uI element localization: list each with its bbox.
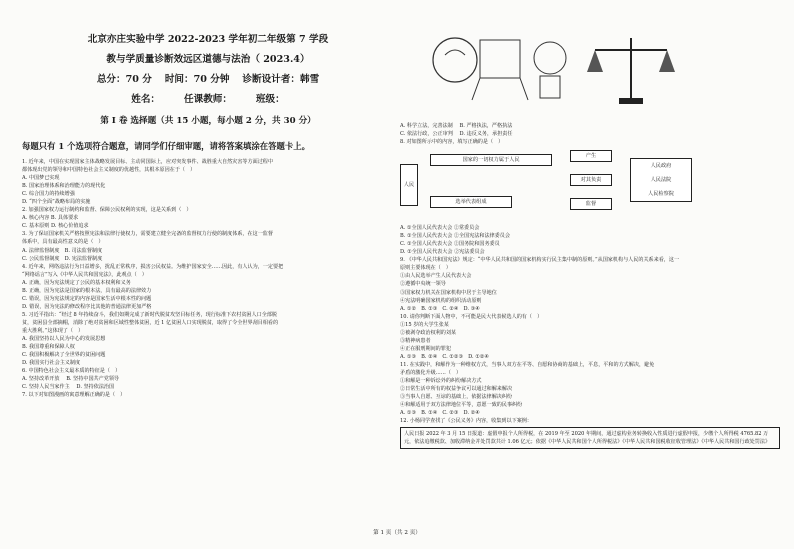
right_lines-line: ③国家权力机关在国家机构中居于主导地位 bbox=[400, 289, 497, 296]
right-column bbox=[400, 30, 780, 449]
right_lines-line: 原则主要体现在（ ） bbox=[400, 265, 451, 272]
right_lines-line: 矛盾的激化升级……（ ） bbox=[400, 369, 462, 376]
left_lines-line: 体系中，具有最高性意义的是（ ） bbox=[22, 239, 104, 246]
elect-box: 选举代表组成 bbox=[430, 196, 512, 208]
left-column bbox=[22, 30, 394, 399]
right_lines-line: ①15 岁的大学生张某 bbox=[400, 321, 449, 328]
right-questions bbox=[400, 224, 780, 425]
header-line-2: 教与学质量诊断效远区道德与法治（ 2023.4） bbox=[106, 54, 310, 65]
left_lines-line: C. 我国积极解决了全世界的贫困问题 bbox=[22, 352, 106, 359]
power-diagram bbox=[400, 150, 780, 218]
left_lines-line: C. 错误，因为宪法规定的内容是国家生活中根本性的问题 bbox=[22, 295, 152, 302]
notice: 每题只有 1 个选项符合题意，请同学们仔细审题，请将答案填涂在答题卡上。 bbox=[22, 141, 311, 151]
right_lines-line: ②遵循中央统一领导 bbox=[400, 281, 446, 288]
supervise-box: 监督 bbox=[570, 198, 612, 210]
right_lines-line: ④和解适用于双方法律地位平等，意愿一致的民事纠纷 bbox=[400, 402, 523, 409]
right_lines-line: C. ①全国人民代表大会 ②国务院和国务委员 bbox=[400, 241, 500, 248]
page-footer: 第 1 页（共 2 页） bbox=[373, 530, 421, 536]
left_lines-line: 都体现出党的领导和中国特色社会主义制度的优越性，其根本原因在于（ ） bbox=[22, 167, 196, 174]
left_lines-line: C. 基本原则 D. 核心价值追求 bbox=[22, 223, 89, 230]
organs-box: 人民政府 人民法院 人民检察院 bbox=[630, 158, 692, 202]
left_lines-line: A. 正确，因为宪法规定了公民的基本权利和义务 bbox=[22, 279, 131, 286]
left_lines-line: 7. 以下对如图漫画的寓意理解正确的是（ ） bbox=[22, 392, 126, 399]
right_lines-line: A. ①③ B. ①④ C. ②③ D. ②④ bbox=[400, 410, 480, 417]
congress-box: 国家的一切权力属于人民 bbox=[430, 154, 552, 166]
right_lines-line: ②日常生活中所有的权益争议可以通过和解来解决 bbox=[400, 386, 513, 393]
left_lines-line: A. 法律监督制度 B. 司法监督制度 bbox=[22, 247, 103, 254]
left_lines-line: D. 错误，因为宪法的修改程序比其他的普通法律更加严格 bbox=[22, 303, 152, 310]
case-box bbox=[400, 427, 780, 449]
section-title: 第 I 卷 选择题（共 15 小题，每小题 2 分，共 30 分） bbox=[100, 116, 316, 126]
right_lines-line: A. ①③ B. ②④ C. ①②③ D. ①②④ bbox=[400, 353, 489, 360]
left_lines-line: B. 我国尊重和保障人权 bbox=[22, 344, 75, 351]
left_lines-line: C. 坚持人民当家作主 D. 坚持依法治国 bbox=[22, 384, 115, 391]
right_lines-line: 10. 请你判断下面人物中，不可能是民大代表候选人的有（ ） bbox=[400, 313, 543, 320]
left_lines-line: 贫，贫困县全部摘帽，消除了绝对贫困和区域性整体贫困，近 1 亿贫困人口实现脱贫，取得了令全世界刮目相看的 bbox=[22, 319, 279, 326]
responsible-box: 对其负责 bbox=[570, 174, 612, 186]
header-line-1: 北京亦庄实验中学 2022-2023 学年初二年级第 7 学段 bbox=[87, 34, 329, 45]
right_lines-line: ③精神病患者 bbox=[400, 337, 431, 344]
right_lines-line: ③当事人自愿、互谅的基础上，依据法律解决纠纷 bbox=[400, 394, 513, 401]
right_lines-line: ④正在服刑期间的罪犯 bbox=[400, 345, 451, 352]
right_top_lines-line: A. 科学立法，完善法制 B. 严格执法，严格执法 bbox=[400, 123, 513, 129]
left_lines-line: A. 我国坚持以人民为中心的发展思想 bbox=[22, 336, 106, 343]
left_lines-line: D. 我国实行社会主义制度 bbox=[22, 360, 81, 367]
people-box: 人民 bbox=[400, 164, 418, 206]
right_lines-line: 12. 小杨同学查找了《公民义务》内容，收集到以下案例： bbox=[400, 418, 532, 425]
right_lines-line: ②被剥夺政治权利的刘某 bbox=[400, 329, 457, 336]
left_lines-line: “网络谣言”写入《中华人民共和国宪法》，此观点（ ） bbox=[22, 271, 147, 278]
left_lines-line: 1. 近年来，中国在实现国家主体战略发展目标、主动同国际上，应对突发事件、战胜重大自然灾害等方面过程中 bbox=[22, 159, 273, 165]
right_lines-line: ①由人民选举产生人民代表大会 bbox=[400, 273, 472, 280]
exam-header bbox=[22, 30, 394, 110]
right_top_lines-line: 8. 对如图所示中的内容，填写正确的是（ ） bbox=[400, 139, 504, 146]
left_lines-line: 3. 为了保证国家机关严格按照宪法和法律行使权力，需要建立健全完备的监督权力行使的制度体系，在这一监督 bbox=[22, 231, 273, 238]
left_lines-line: D. “四个全面”战略布局的实施 bbox=[22, 199, 91, 206]
right_lines-line: D. ①全国人民代表大会 ②宪法委员会 bbox=[400, 249, 485, 256]
left_lines-line: B. 国家治理体系和治理能力的现代化 bbox=[22, 183, 106, 190]
left_lines-line: A. 核心内容 B. 具体要求 bbox=[22, 215, 79, 222]
left_lines-line: 6. 中国特色社会主义最本质的特征是（ ） bbox=[22, 368, 121, 375]
left-questions bbox=[22, 158, 394, 399]
right-top-options bbox=[400, 122, 780, 146]
left_lines-line: 重大胜利。”这体现了（ ） bbox=[22, 327, 84, 334]
header-line-4: 姓名： 任课教师： 班级： bbox=[131, 94, 285, 105]
right_lines-line: A. ①② B. ①③ C. ②④ D. ③④ bbox=[400, 305, 480, 312]
left_lines-line: 5. 习近平指出：“经过 8 年持续奋斗，我们如期完成了新时代脱贫攻坚目标任务，现行标准下农村贫困人口全部脱 bbox=[22, 311, 277, 318]
right_lines-line: 9. 《中华人民共和国宪法》规定：“中华人民共和国的国家机构实行民主集中制的原则。”从国家机构与人民的关系来看，这一 bbox=[400, 257, 680, 264]
left_lines-line: C. 公民监督制度 D. 宪法监督制度 bbox=[22, 255, 103, 262]
right_top_lines-line: C. 依法行政，公正审判 D. 违反义务，承担责任 bbox=[400, 131, 513, 138]
left_lines-line: A. 坚持改革开放 B. 坚持中国共产党领导 bbox=[22, 376, 120, 383]
case-text: 人民日报 2022 年 3 月 15 日报道：虚假申报个人所得税，在 2019 年至 2020 年期间，通过虚构业务转换收入性质进行虚假申报，少缴个人所得税 4765.82 万元，依法追缴税款、加收滞纳金并处罚款共计 1.06 亿元；依据《中华人民共和国个人所得税法》《中华人民共和国税收征收管理法》《中华人民共和国行政处罚法》 bbox=[404, 431, 771, 446]
left_lines-line: B. 正确，因为宪法是国家的根本法，具有最高的法律效力 bbox=[22, 287, 152, 294]
right_lines-line: 11. 在实践中，和解作为一种维权方式，当事人双方在平等、自愿和协商的基础上，平息，平和的方式解决，避免 bbox=[400, 361, 655, 368]
right_lines-line: B. ①全国人民代表大会 ②全国宪法和法律委员会 bbox=[400, 233, 510, 240]
right_lines-line: A. ①全国人民代表大会 ②常委员会 bbox=[400, 225, 480, 232]
left_lines-line: A. 中国梦已实现 bbox=[22, 175, 60, 182]
right_lines-line: ①和解是一种诉讼外的纠纷解决方式 bbox=[400, 378, 482, 385]
produce-box: 产生 bbox=[570, 150, 612, 162]
left_lines-line: C. 综合国力的持续增强 bbox=[22, 191, 75, 198]
header-line-3: 总分：70 分 时间：70 分钟 诊断设计者：韩雪 bbox=[96, 74, 320, 85]
left_lines-line: 4. 近年来，网络违法行为日益增多，扰乱正常秩序，损害公民权益。为维护国家安全……因此，有人认为，一定要把 bbox=[22, 263, 284, 270]
left_lines-line: 2. 加强国家权力运行制约和监督、保障公民权利的实现，这是关系到（ ） bbox=[22, 207, 192, 214]
right_lines-line: ④宪法明确国家机构的组织活动原则 bbox=[400, 297, 482, 304]
